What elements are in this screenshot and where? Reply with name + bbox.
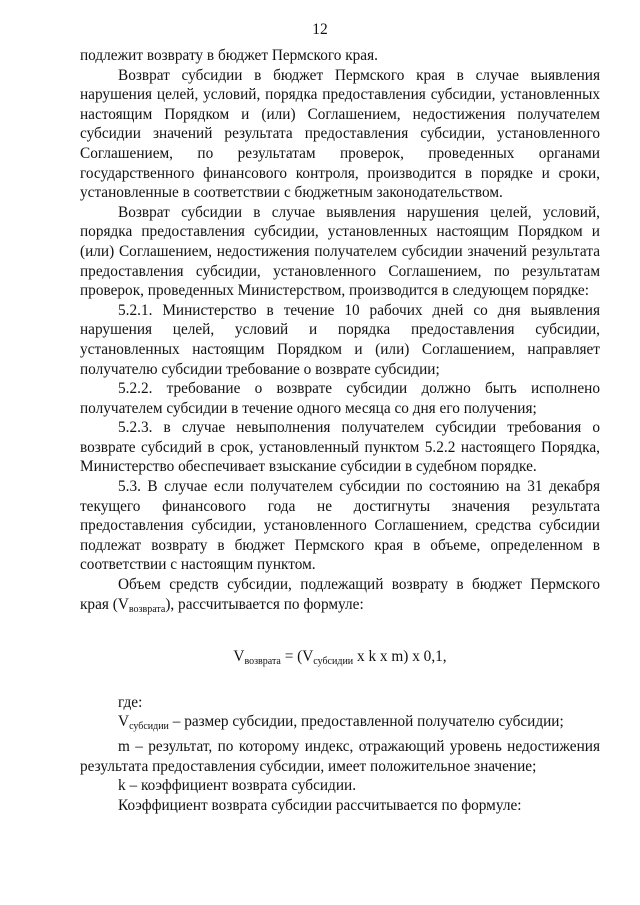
paragraph-return-ministry: Возврат субсидии в случае выявления нарушения целей, условий, порядка предоставления субсидии, установленных настоящим Порядком и (или) Соглашением, недостижения получателем субсидии значений результата предоставления субсидии, установленного Соглашением, по результатам проверок, проведенных Министерством, производится в следующем порядке:	[80, 203, 600, 300]
formula-rest: x k x m) x 0,1,	[353, 648, 447, 666]
clause-5-3: 5.3. В случае если получателем субсидии по состоянию на 31 декабря текущего финансового года не достигнуты значения результата предоставления субсидии, установленного Соглашением, средства субсидии подлежат возврату в бюджет Пермского края в объеме, определенном в соответствии с настоящим пунктом.	[80, 478, 600, 574]
formula-v: V	[233, 648, 245, 666]
where-label: где:	[118, 693, 143, 711]
document-body	[80, 46, 600, 815]
volume-text-b: ), рассчитывается по формуле:	[165, 595, 364, 613]
volume-subscript: возврата	[128, 603, 166, 615]
clause-5-2-1: 5.2.1. Министерство в течение 10 рабочих дней со дня выявления нарушения целей, условий и порядка предоставления субсидии, установленных настоящим Порядком и (или) Соглашением, направляет получателю субсидии требование о возврате субсидии;	[80, 301, 600, 378]
clause-5-2-3: 5.2.3. в случае невыполнения получателем субсидии требования о возврате субсидий в срок, установленный пунктом 5.2.2 настоящего Порядка, Министерство обеспечивает взыскание субсидии в судебном порядке.	[80, 419, 600, 476]
return-formula	[80, 647, 600, 672]
page-number: 12	[312, 21, 328, 38]
formula-mid: = (V	[280, 648, 314, 666]
paragraph-continuation: подлежит возврату в бюджет Пермского края.	[80, 47, 378, 64]
definition-v	[80, 712, 600, 737]
def-v-text: – размер субсидии, предоставленной получателю субсидии;	[168, 713, 564, 731]
formula-sub-return: возврата	[244, 656, 281, 668]
def-v-symbol: V	[118, 713, 130, 731]
paragraph-volume	[80, 575, 600, 619]
paragraph-return-control: Возврат субсидии в бюджет Пермского края в случае выявления нарушения целей, условий, порядка предоставления субсидии, установленных настоящим Порядком и (или) Соглашением, недостижения получателем субсидии значений результата предоставления субсидии, установленного Соглашением, по результатам проверок, проведенных органами государственного финансового контроля, производится в порядке и сроки, установленные в соответствии с бюджетным законодательством.	[80, 66, 600, 202]
def-v-subscript: субсидии	[129, 721, 169, 733]
definition-k: k – коэффициент возврата субсидии.	[118, 777, 357, 795]
formula-sub-subsidy: субсидии	[313, 656, 354, 668]
clause-5-2-2: 5.2.2. требование о возврате субсидии должно быть исполнено получателем субсидии в течение одного месяца со дня его получения;	[80, 380, 600, 417]
volume-text-a: Объем средств субсидии, подлежащий возврату в бюджет Пермского края (V	[80, 576, 600, 613]
paragraph-coefficient: Коэффициент возврата субсидии рассчитывается по формуле:	[118, 796, 522, 814]
definition-m: m – результат, по которому индекс, отражающий уровень недостижения результата предоставления субсидии, имеет положительное значение;	[80, 738, 600, 775]
